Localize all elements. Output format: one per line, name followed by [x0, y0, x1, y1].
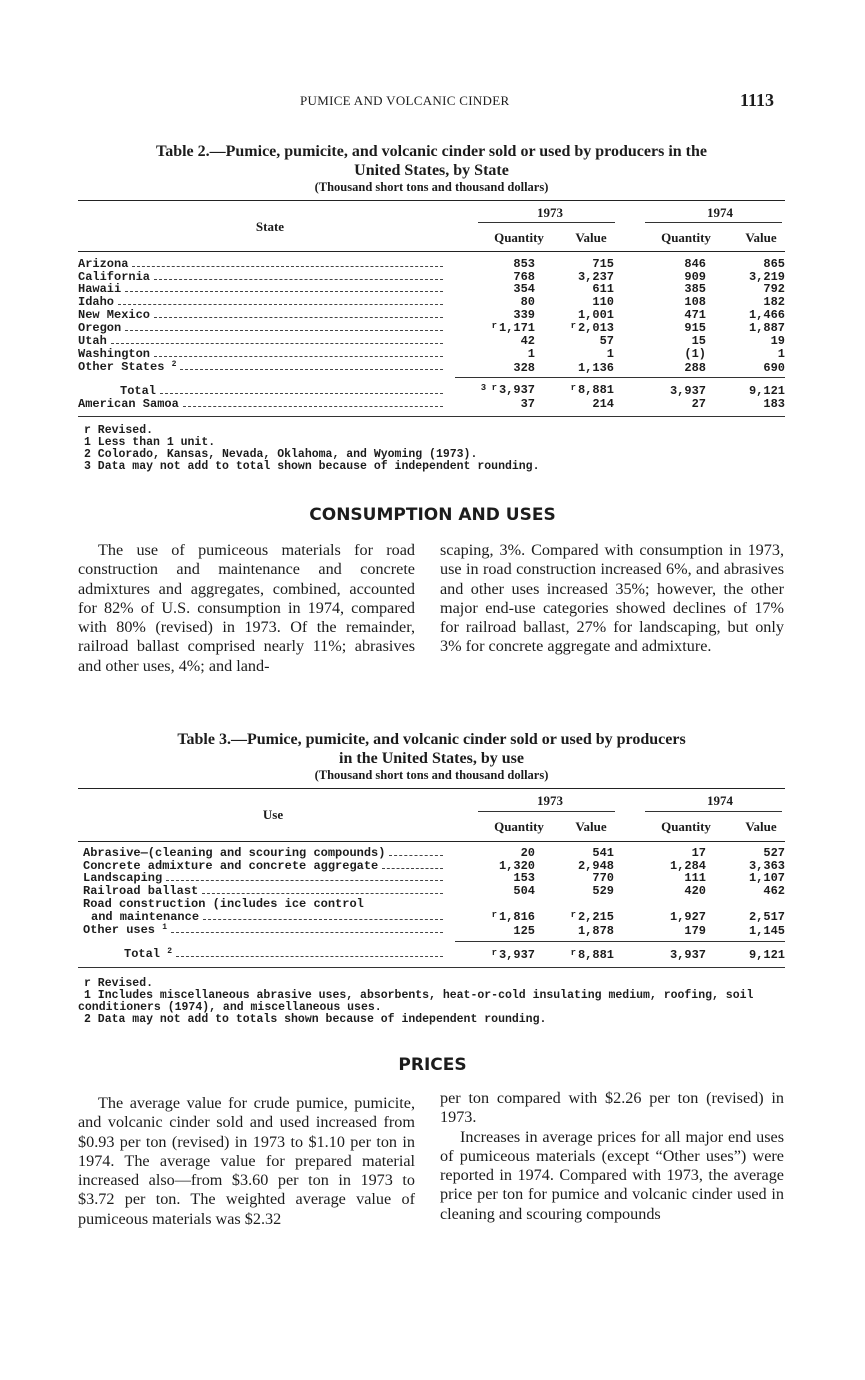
cell-q74: 288 — [684, 360, 706, 375]
use-name: Railroad ballast — [83, 884, 199, 899]
use-name: Concrete admixture and concrete aggregate — [83, 858, 379, 873]
total-label: Total — [120, 383, 157, 398]
footnote: 2 Data may not add to totals shown because of independent rounding. — [84, 1013, 547, 1026]
cell-q73: 768 — [513, 269, 535, 284]
prices-right-column — [440, 1089, 784, 1224]
table2-caption-units: (Thousand short tons and thousand dollars) — [314, 180, 549, 194]
cell-v73: 3,237 — [577, 269, 614, 284]
cell-q74: 108 — [684, 295, 706, 310]
cell-v73: 214 — [592, 396, 614, 411]
table-row — [78, 948, 785, 963]
cell-v74: 865 — [763, 257, 785, 271]
table2-caption-line2: United States, by State — [354, 162, 509, 179]
table-row — [78, 924, 785, 939]
cell-v74: 9,121 — [748, 383, 785, 398]
footnote: conditioners (1974), and miscellaneous uses. — [78, 1001, 382, 1014]
table2-val-1974: Value — [745, 230, 777, 245]
cell-q74: 420 — [684, 884, 706, 899]
running-header-title: PUMICE AND VOLCANIC CINDER — [300, 93, 510, 108]
cell-v73: $^r$ 8,881 — [570, 383, 614, 397]
table2-footnotes — [84, 425, 539, 473]
paragraph: The use of pumiceous materials for road construction and maintenance and concrete admixtures and aggregates, combined, accounted for 82% of U.S. consumption in 1974, compared with 80% (revised) in 1973. Of the remainder, railroad ballast comprised nearly 11%; abrasives and other uses, 4%; and land- — [78, 541, 415, 675]
table2-val-1973: Value — [575, 230, 607, 245]
state-name: Hawaii — [78, 282, 122, 297]
table-row — [78, 860, 785, 873]
prices-left-column — [78, 1094, 415, 1229]
cell-q73: $^r$ 1,171 — [491, 320, 535, 335]
cell-v73: $^r$ 2,013 — [570, 320, 614, 335]
paragraph: Increases in average prices for all major end uses of pumiceous materials (except “Other uses”) were reported in 1974. Compared with 1973, the average price per ton for pumice and volcanic cinder used in cleaning and scouring compounds — [440, 1127, 784, 1223]
table2-body — [78, 258, 785, 375]
cell-q73: $^r$ 3,937 — [491, 947, 535, 962]
paragraph: The average value for crude pumice, pumicite, and volcanic cinder sold and used increased from $0.93 per ton (revised) in 1973 to $1.10 per ton in 1974. The average value for prepared material increased also—from $3.60 per ton in 1973 to $3.72 per ton. The weighted average value of pumiceous materials was $2.32 — [78, 1094, 415, 1228]
consumption-left-column — [78, 541, 415, 676]
total-label: Total $^2$ — [124, 947, 173, 961]
table-row — [78, 309, 785, 322]
cell-v73: 57 — [599, 334, 614, 349]
table-row — [78, 258, 785, 271]
cell-v73: 1 — [606, 346, 614, 361]
table-row — [78, 898, 785, 911]
paragraph: per ton compared with $2.26 per ton (revised) in 1973. — [440, 1089, 784, 1127]
cell-q74: 915 — [684, 321, 706, 336]
state-name: Washington — [78, 346, 151, 361]
cell-q73: 37 — [520, 396, 535, 411]
cell-v74: 2,517 — [748, 910, 785, 925]
use-name: Abrasive—(cleaning and scouring compounds) — [83, 846, 386, 860]
table3-year-1974: 1974 — [707, 793, 733, 808]
cell-q74: 111 — [684, 871, 706, 886]
cell-q73: 1 — [527, 346, 535, 361]
cell-v74: 1,887 — [748, 321, 785, 336]
table-row — [78, 911, 785, 925]
table3-qty-1973: Quantity — [494, 819, 544, 834]
cell-v74: 9,121 — [748, 948, 785, 962]
footnote: 1 Includes miscellaneous abrasive uses, absorbents, heat-or-cold insulating medium, roofing, soil — [84, 989, 754, 1002]
table2-year-1973: 1973 — [537, 205, 563, 220]
table-row — [78, 847, 785, 860]
cell-q73: 339 — [513, 307, 535, 322]
use-name: Other uses $^1$ — [83, 923, 168, 938]
cell-q73: 153 — [513, 871, 535, 886]
cell-q73: 42 — [520, 334, 535, 349]
table-row — [78, 335, 785, 348]
section-heading-consumption: CONSUMPTION AND USES — [309, 505, 556, 525]
use-name: and maintenance — [91, 910, 200, 925]
paragraph: scaping, 3%. Compared with consumption in 1973, use in road construction increased 6%, and abrasives and other uses increased 35%; however, the other major end-use categories showed declines of 17% for railroad ballast, 27% for landscaping, but only 3% for concrete aggregate and admixture. — [440, 541, 784, 656]
footnote: r Revised. — [84, 977, 154, 990]
cell-q73: 80 — [520, 295, 535, 310]
table3-caption-line1: Table 3.—Pumice, pumicite, and volcanic cinder sold or used by producers — [177, 731, 686, 748]
table-row — [78, 384, 785, 398]
state-name: Idaho — [78, 295, 115, 310]
cell-q74: 385 — [684, 282, 706, 297]
cell-v74: 182 — [763, 295, 785, 310]
section-heading-prices: PRICES — [398, 1055, 467, 1075]
cell-q73: 328 — [513, 360, 535, 375]
table-row — [78, 271, 785, 284]
table3-year-1973: 1973 — [537, 793, 563, 808]
cell-q74: 179 — [684, 924, 706, 939]
cell-q73: 853 — [513, 257, 535, 271]
cell-q74: 846 — [684, 257, 706, 271]
consumption-right-column — [440, 541, 784, 657]
cell-v74: 183 — [763, 396, 785, 411]
cell-v73: 110 — [592, 295, 614, 310]
cell-q74: 3,937 — [669, 383, 706, 398]
page-number: 1113 — [740, 90, 775, 110]
cell-q73: $^{3 r}$ 3,937 — [480, 383, 535, 397]
table-row — [78, 322, 785, 336]
footnote: 1 Less than 1 unit. — [84, 436, 216, 449]
footnote: 3 Data may not add to total shown because of independent rounding. — [84, 460, 540, 473]
table-row — [78, 885, 785, 898]
table3-body — [78, 847, 785, 939]
cell-q73: $^r$ 1,816 — [491, 909, 535, 924]
cell-q74: (1) — [684, 346, 706, 361]
cell-q73: 20 — [520, 846, 535, 860]
cell-v73: 2,948 — [577, 858, 614, 873]
cell-v74: 462 — [763, 884, 785, 899]
table3-caption-units: (Thousand short tons and thousand dollars) — [314, 768, 549, 782]
table-row — [78, 348, 785, 361]
state-name: New Mexico — [78, 307, 151, 322]
cell-q74: 27 — [691, 396, 706, 411]
cell-q74: 909 — [684, 269, 706, 284]
cell-v73: $^r$ 8,881 — [570, 947, 614, 962]
cell-v73: 611 — [592, 282, 614, 297]
footnote: r Revised. — [84, 424, 154, 437]
cell-v73: 541 — [592, 846, 614, 860]
table-row — [78, 361, 785, 376]
table2-qty-1973: Quantity — [494, 230, 544, 245]
table3-footnotes — [78, 977, 754, 1026]
cell-v73: 1,136 — [577, 360, 614, 375]
cell-q73: 125 — [513, 924, 535, 939]
table3-caption — [78, 730, 785, 782]
cell-v74: 1,145 — [748, 924, 785, 939]
table2-col-state: State — [255, 219, 285, 234]
state-name: Utah — [78, 334, 107, 349]
state-name: Oregon — [78, 321, 122, 336]
cell-v74: 3,219 — [748, 269, 785, 284]
cell-v74: 19 — [770, 334, 785, 349]
cell-q74: 17 — [691, 846, 706, 860]
table3-col-use: Use — [262, 807, 284, 822]
use-name: Landscaping — [83, 871, 163, 886]
table3-val-1974: Value — [745, 819, 777, 834]
table-row — [78, 398, 785, 411]
table3-caption-line2: in the United States, by use — [339, 750, 524, 767]
table2-qty-1974: Quantity — [661, 230, 711, 245]
cell-q74: 15 — [691, 334, 706, 349]
table3-qty-1974: Quantity — [661, 819, 711, 834]
cell-q73: 1,320 — [498, 858, 535, 873]
table-row — [78, 283, 785, 296]
table3-totals — [78, 948, 785, 963]
cell-v73: $^r$ 2,215 — [570, 909, 614, 924]
state-name: Arizona — [78, 257, 129, 271]
table2-totals — [78, 384, 785, 410]
table-row — [78, 296, 785, 309]
cell-v74: 1,466 — [748, 307, 785, 322]
cell-v74: 1 — [777, 346, 785, 361]
cell-v74: 1,107 — [748, 871, 785, 886]
footnote: 2 Colorado, Kansas, Nevada, Oklahoma, and Wyoming (1973). — [84, 448, 478, 461]
table2-year-1974: 1974 — [707, 205, 733, 220]
table3-val-1973: Value — [575, 819, 607, 834]
cell-v73: 1,878 — [577, 924, 614, 939]
cell-v73: 1,001 — [577, 307, 614, 322]
cell-v73: 770 — [592, 871, 614, 886]
cell-v73: 529 — [592, 884, 614, 899]
cell-q74: 1,927 — [669, 910, 706, 925]
cell-v74: 792 — [763, 282, 785, 297]
cell-q74: 1,284 — [669, 858, 706, 873]
state-name: Other States $^2$ — [78, 359, 177, 374]
cell-v74: 690 — [763, 360, 785, 375]
cell-q74: 3,937 — [669, 948, 706, 962]
state-name: California — [78, 269, 151, 284]
samoa-label: American Samoa — [78, 396, 179, 411]
use-name: Road construction (includes ice control — [83, 896, 364, 911]
cell-v74: 527 — [763, 846, 785, 860]
cell-q74: 471 — [684, 307, 706, 322]
cell-v73: 715 — [592, 257, 614, 271]
cell-v74: 3,363 — [748, 858, 785, 873]
table2-caption — [78, 142, 785, 194]
table2-caption-line1: Table 2.—Pumice, pumicite, and volcanic cinder sold or used by producers in the — [155, 143, 707, 160]
cell-q73: 354 — [513, 282, 535, 297]
cell-q73: 504 — [513, 884, 535, 899]
